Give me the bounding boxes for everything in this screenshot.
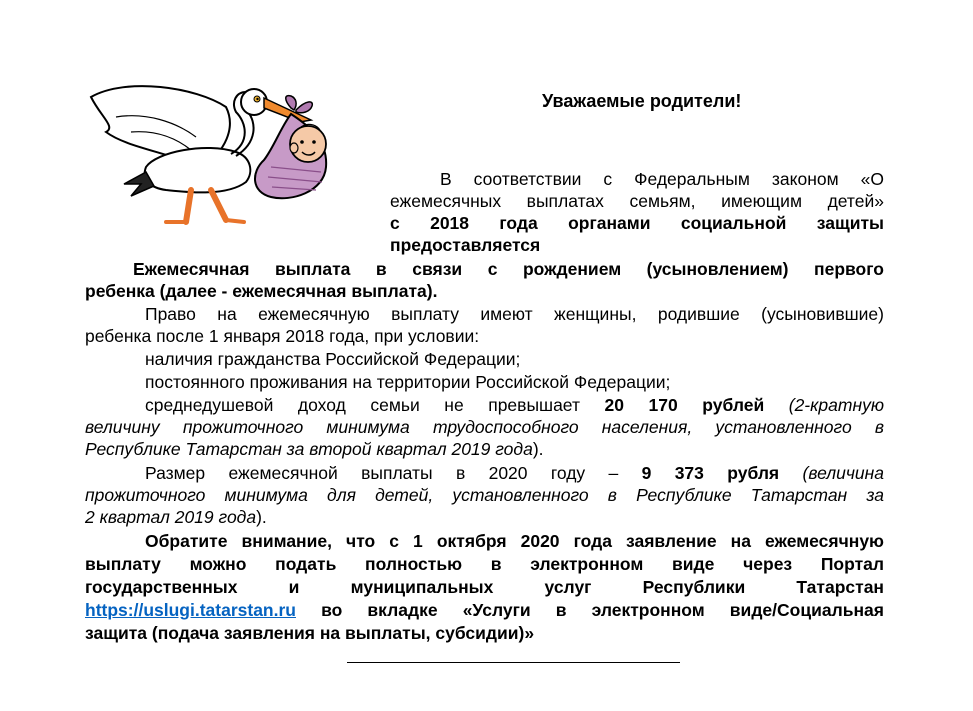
portal-link[interactable]: https://uslugi.tatarstan.ru (85, 600, 296, 620)
payment-line-2: прожиточного минимума для детей, установленного в Республике Татарстан за (85, 485, 884, 505)
page-title: Уважаемые родители! (542, 91, 742, 111)
intro-line-4: предоставляется (390, 235, 541, 255)
notice-line-2: выплату можно подать полностью в электронном виде через Портал (85, 554, 884, 574)
stork-head (241, 89, 267, 115)
benefit-line-1: Ежемесячная выплата в связи с рождением (усыновлением) первого (133, 259, 884, 279)
condition-citizenship: наличия гражданства Российской Федерации; (145, 349, 521, 369)
benefit-line-2: ребенка (далее - ежемесячная выплата). (85, 281, 438, 301)
stork-body (145, 148, 251, 192)
intro-line-2: ежемесячных выплатах семьям, имеющим детей» (390, 191, 884, 211)
condition-income-line-2: величину прожиточного минимума трудоспособного населения, установленного в (85, 417, 884, 437)
condition-income-line-1: среднедушевой доход семьи не превышает 20 170 рублей (2-кратную (145, 395, 884, 415)
eligibility-line-2: ребенка после 1 января 2018 года, при условии: (85, 326, 480, 346)
stork-illustration (86, 72, 336, 227)
notice-line-5: защита (подача заявления на выплаты, субсидии)» (85, 623, 535, 643)
notice-line-1: Обратите внимание, что с 1 октября 2020 года заявление на ежемесячную (145, 531, 884, 551)
intro-line-1: В соответствии с Федеральным законом «О (440, 169, 884, 189)
closing-divider (347, 662, 680, 663)
condition-residence: постоянного проживания на территории Российской Федерации; (145, 372, 671, 392)
condition-income-line-3: Республике Татарстан за второй квартал 2019 года). (85, 439, 544, 459)
income-threshold: 20 170 рублей (604, 395, 765, 415)
notice-line-3: государственных и муниципальных услуг Республики Татарстан (85, 577, 884, 597)
eligibility-line-1: Право на ежемесячную выплату имеют женщины, родившие (усыновившие) (145, 304, 884, 324)
payment-line-3: 2 квартал 2019 года). (85, 507, 267, 527)
payment-amount: 9 373 рубля (641, 463, 780, 483)
notice-line-4: https://uslugi.tatarstan.ru во вкладке «Услуги в электронном виде/Социальная (85, 600, 884, 620)
payment-line-1: Размер ежемесячной выплаты в 2020 году – 9 373 рубля (величина (145, 463, 884, 483)
intro-line-3: с 2018 года органами социальной защиты (390, 213, 884, 233)
